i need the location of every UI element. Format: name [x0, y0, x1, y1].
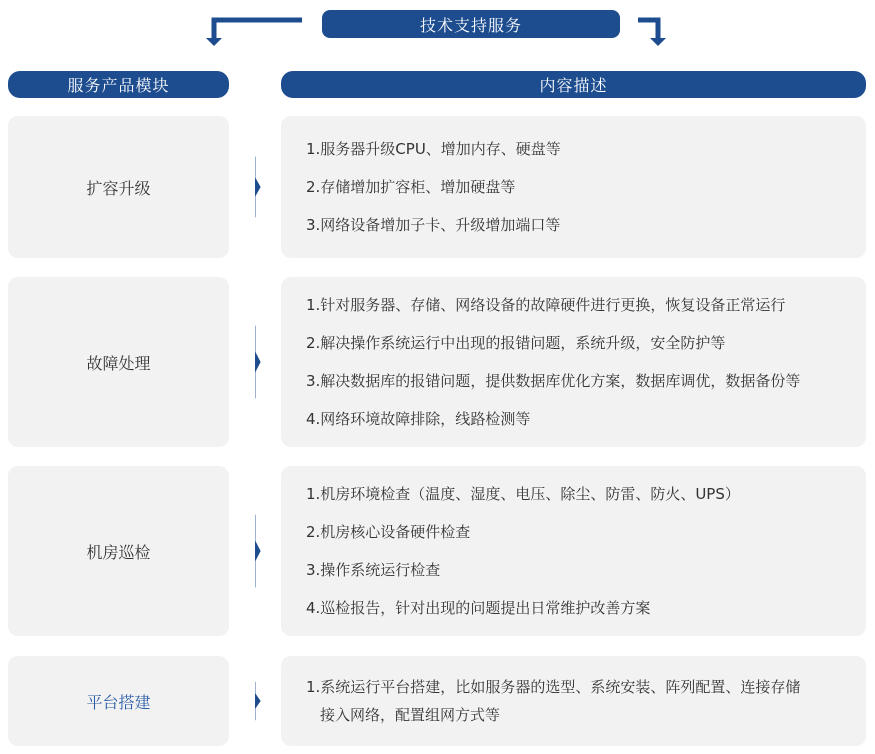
list-item: 1.系统运行平台搭建，比如服务器的选型、系统安装、阵列配置、连接存储 — [306, 678, 801, 696]
list-item: 3.解决数据库的报错问题，提供数据库优化方案，数据库调优，数据备份等 — [306, 372, 801, 390]
page-title: 技术支持服务 — [322, 10, 620, 38]
module-card-fault: 故障处理 — [8, 277, 229, 447]
right-bracket-arrow-icon — [636, 16, 672, 48]
list-item: 1.针对服务器、存储、网络设备的故障硬件进行更换，恢复设备正常运行 — [306, 296, 786, 314]
list-item: 2.解决操作系统运行中出现的报错问题，系统升级，安全防护等 — [306, 334, 726, 352]
section-divider-arrow-icon — [255, 116, 261, 258]
list-item: 1.机房环境检查（温度、湿度、电压、除尘、防雷、防火、UPS） — [306, 485, 740, 503]
column-header-description: 内容描述 — [281, 71, 866, 98]
section-divider-arrow-icon — [255, 466, 261, 636]
content-card-inspection — [281, 466, 866, 636]
list-item: 2.存储增加扩容柜、增加硬盘等 — [306, 178, 516, 196]
list-item: 3.操作系统运行检查 — [306, 561, 441, 579]
content-card-platform — [281, 656, 866, 746]
list-item: 4.巡检报告，针对出现的问题提出日常维护改善方案 — [306, 599, 651, 617]
left-bracket-arrow-icon — [200, 16, 305, 48]
module-card-platform: 平台搭建 — [8, 656, 229, 746]
module-card-expansion: 扩容升级 — [8, 116, 229, 258]
list-item: 1.服务器升级CPU、增加内存、硬盘等 — [306, 140, 561, 158]
module-card-inspection: 机房巡检 — [8, 466, 229, 636]
list-item: 3.网络设备增加子卡、升级增加端口等 — [306, 216, 561, 234]
content-card-expansion — [281, 116, 866, 258]
list-item-continuation: 接入网络，配置组网方式等 — [320, 706, 501, 724]
list-item: 2.机房核心设备硬件检查 — [306, 523, 471, 541]
column-header-module: 服务产品模块 — [8, 71, 229, 98]
content-card-fault — [281, 277, 866, 447]
section-divider-arrow-icon — [255, 656, 261, 746]
section-divider-arrow-icon — [255, 277, 261, 447]
list-item: 4.网络环境故障排除，线路检测等 — [306, 410, 531, 428]
